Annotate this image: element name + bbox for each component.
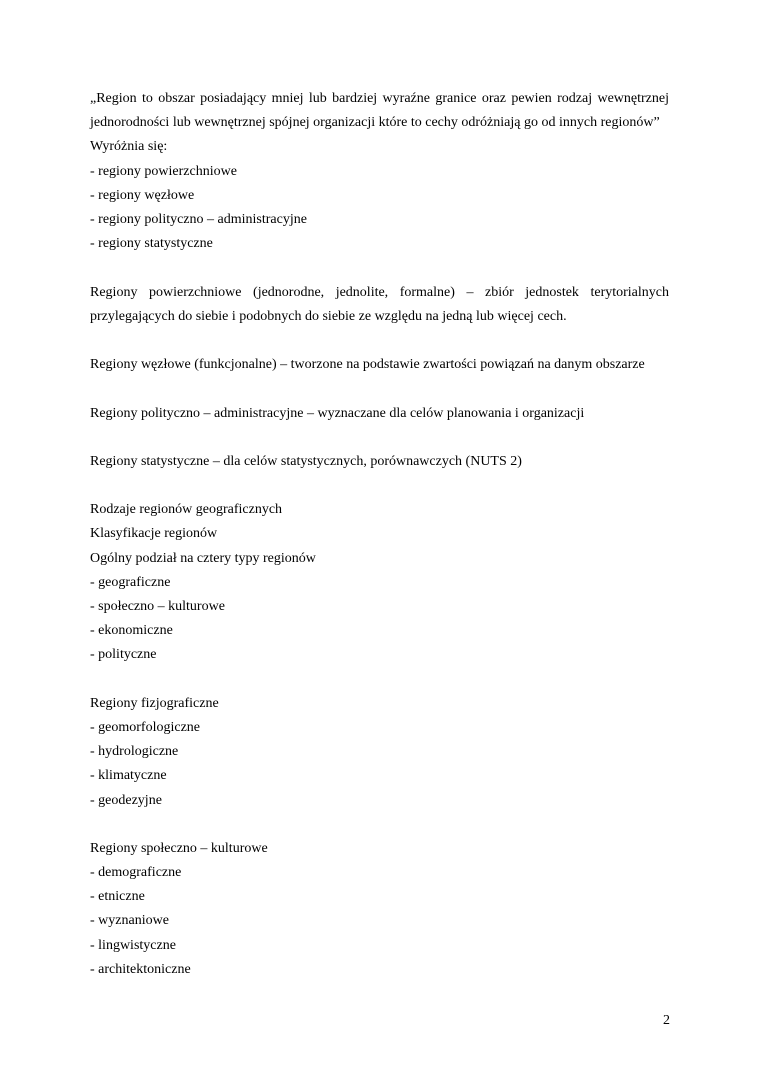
sociocultural-item: - architektoniczne bbox=[90, 961, 191, 977]
political-regions-definition: Regiony polityczno – administracyjne – wyznaczane dla celów planowania i organizacji bbox=[90, 405, 585, 421]
sociocultural-item: - lingwistyczne bbox=[90, 937, 176, 953]
paragraph-gap bbox=[90, 256, 669, 280]
physiographic-item: - geomorfologiczne bbox=[90, 719, 201, 735]
region-type-item: - regiony węzłowe bbox=[90, 187, 195, 203]
geographic-type-item: - geograficzne bbox=[90, 574, 171, 590]
document-page bbox=[90, 87, 669, 982]
paragraph-gap bbox=[90, 377, 669, 401]
physiographic-regions-title: Regiony fizjograficzne bbox=[90, 695, 219, 711]
region-type-item: - regiony polityczno – administracyjne bbox=[90, 211, 307, 227]
statistical-regions-definition: Regiony statystyczne – dla celów statystycznych, porównawczych (NUTS 2) bbox=[90, 453, 522, 469]
paragraph-gap bbox=[90, 813, 669, 837]
sociocultural-regions-title: Regiony społeczno – kulturowe bbox=[90, 840, 268, 856]
nodal-regions-definition: Regiony węzłowe (funkcjonalne) – tworzone na podstawie zwartości powiązań na danym obszarze bbox=[90, 357, 645, 373]
sociocultural-item: - wyznaniowe bbox=[90, 913, 169, 929]
physiographic-item: - geodezyjne bbox=[90, 792, 162, 808]
geographic-type-item: - ekonomiczne bbox=[90, 623, 173, 639]
sociocultural-item: - demograficzne bbox=[90, 865, 182, 881]
region-definition-quote: „Region to obszar posiadający mniej lub bardziej wyraźne granice oraz pewien rodzaj wewnętrznej jednorodności lub wewnętrznej spójnej organizacji które to cechy odróżniają go od innych regionów” bbox=[90, 91, 669, 131]
physiographic-item: - klimatyczne bbox=[90, 768, 167, 784]
region-type-item: - regiony powierzchniowe bbox=[90, 163, 237, 179]
paragraph-gap bbox=[90, 668, 669, 692]
region-type-item: - regiony statystyczne bbox=[90, 236, 213, 252]
distinguish-label: Wyróżnia się: bbox=[90, 139, 168, 155]
geographic-type-item: - społeczno – kulturowe bbox=[90, 599, 225, 614]
general-division-label: Ogólny podział na cztery typy regionów bbox=[90, 550, 316, 566]
paragraph-gap bbox=[90, 426, 669, 450]
surface-regions-definition: Regiony powierzchniowe (jednorodne, jednolite, formalne) – zbiór jednostek terytorialnych przylegających do siebie i podobnych do siebie ze względu na jedną lub więcej cech. bbox=[90, 284, 669, 324]
page-number: 2 bbox=[663, 1013, 670, 1028]
classification-label: Klasyfikacje regionów bbox=[90, 526, 218, 542]
sociocultural-item: - etniczne bbox=[90, 889, 145, 905]
geographic-regions-title: Rodzaje regionów geograficznych bbox=[90, 502, 283, 518]
paragraph-gap bbox=[90, 329, 669, 353]
paragraph-gap bbox=[90, 474, 669, 498]
geographic-type-item: - polityczne bbox=[90, 647, 157, 663]
physiographic-item: - hydrologiczne bbox=[90, 744, 179, 760]
